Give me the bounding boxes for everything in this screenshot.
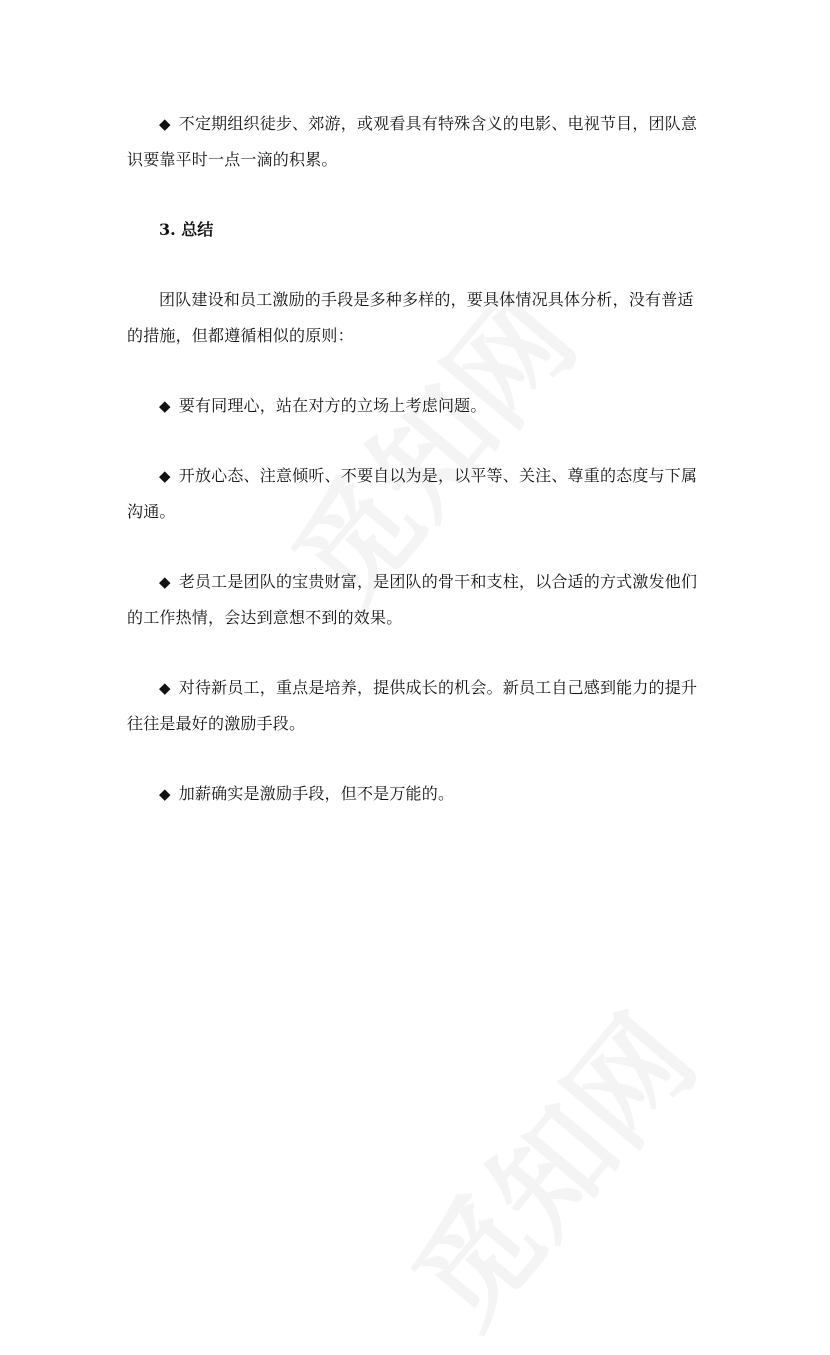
paragraph-text: 不定期组织徒步、郊游，或观看具有特殊含义的电影、电视节目，团队意识要靠平时一点一滴的积累。 bbox=[127, 114, 698, 169]
paragraph-text: 开放心态、注意倾听、不要自以为是，以平等、关注、尊重的态度与下属沟通。 bbox=[127, 466, 698, 521]
paragraph-text: 老员工是团队的宝贵财富，是团队的骨干和支柱，以合适的方式激发他们的工作热情，会达到意想不到的效果。 bbox=[127, 572, 698, 627]
diamond-bullet-icon: ◆ bbox=[159, 397, 171, 415]
section-heading-summary: 3. 总结 bbox=[159, 220, 214, 239]
document-body bbox=[127, 106, 707, 846]
bullet-paragraph-new-staff bbox=[127, 670, 707, 742]
paragraph-text: 对待新员工，重点是培养，提供成长的机会。新员工自己感到能力的提升往往是最好的激励手段。 bbox=[127, 678, 698, 733]
paragraph-text: 加薪确实是激励手段，但不是万能的。 bbox=[178, 784, 455, 803]
diamond-bullet-icon: ◆ bbox=[159, 573, 171, 591]
bullet-paragraph-outing bbox=[127, 106, 707, 178]
bullet-paragraph-raise bbox=[127, 776, 707, 812]
diamond-bullet-icon: ◆ bbox=[159, 467, 171, 485]
bullet-paragraph-listening bbox=[127, 458, 707, 530]
bullet-paragraph-empathy bbox=[127, 388, 707, 424]
diamond-bullet-icon: ◆ bbox=[159, 785, 171, 803]
bullet-paragraph-senior-staff bbox=[127, 564, 707, 636]
watermark bbox=[368, 975, 726, 1355]
paragraph-text: 要有同理心，站在对方的立场上考虑问题。 bbox=[178, 396, 487, 415]
diamond-bullet-icon: ◆ bbox=[159, 115, 171, 133]
paragraph-summary-intro bbox=[127, 282, 707, 354]
diamond-bullet-icon: ◆ bbox=[159, 679, 171, 697]
paragraph-text: 团队建设和员工激励的手段是多种多样的，要具体情况具体分析，没有普适的措施，但都遵循相似的原则： bbox=[127, 290, 694, 345]
